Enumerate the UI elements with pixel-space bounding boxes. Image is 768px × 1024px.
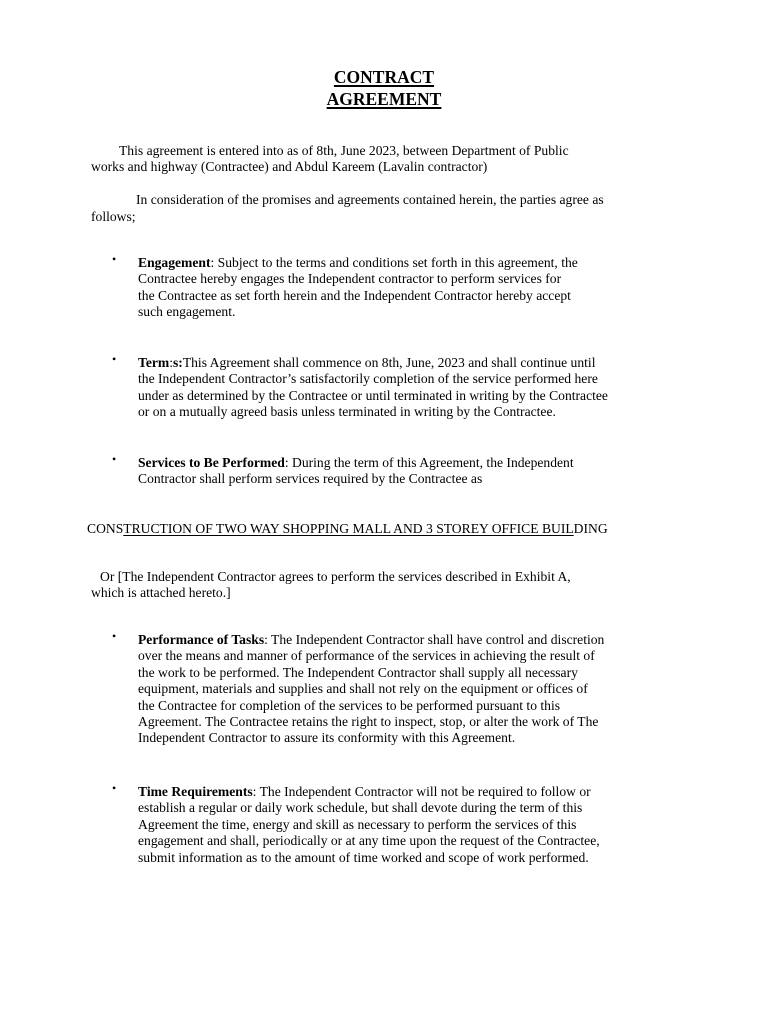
alternative-line-1: Or [The Independent Contractor agrees to perform the services described in Exhibit A, (100, 569, 571, 584)
clause-engagement (138, 255, 670, 321)
clause-text: Agreement the time, energy and skill as necessary to perform the services of this (138, 816, 577, 832)
clause-label: Services to Be Performed (138, 455, 285, 470)
clause-label: Term:s: (138, 355, 183, 370)
clause-text: : During the term of this Agreement, the Independent (284, 455, 574, 470)
clause-text: the Contractee as set forth herein and the Independent Contractor hereby accept (138, 287, 571, 303)
intro-line-1: This agreement is entered into as of 8th, June 2023, between Department of Public (119, 143, 569, 158)
clause-text: submit information as to the amount of time worked and scope of work performed. (138, 849, 589, 865)
clause-label: Engagement (138, 255, 211, 270)
clause-text: or on a mutually agreed basis unless terminated in writing by the Contractee. (138, 404, 556, 420)
bullet-icon: • (112, 781, 117, 795)
consideration-line-2: follows; (91, 209, 136, 224)
project-heading: CONSTRUCTION OF TWO WAY SHOPPING MALL AND 3 STOREY OFFICE BUILDING (87, 521, 608, 536)
clause-text: : Subject to the terms and conditions set forth in this agreement, the (210, 255, 578, 270)
alternative-line-2: which is attached hereto.] (91, 585, 231, 600)
clause-text: such engagement. (138, 304, 236, 320)
clause-text: : The Independent Contractor will not be required to follow or (252, 784, 591, 799)
clause-text: Contractor shall perform services required by the Contractee as (138, 471, 483, 487)
document-title-line-2: AGREEMENT (326, 89, 442, 109)
clause-text: over the means and manner of performance of the services in achieving the result of (138, 648, 595, 664)
clause-text: equipment, materials and supplies and shall not rely on the equipment or offices of (138, 681, 588, 697)
clause-text: : The Independent Contractor shall have control and discretion (264, 632, 605, 647)
clause-label: Performance of Tasks (138, 632, 265, 647)
clause-text: establish a regular or daily work schedule, but shall devote during the term of this (138, 800, 583, 816)
clause-term (138, 355, 670, 421)
clause-text: under as determined by the Contractee or until terminated in writing by the Contractee (138, 387, 608, 403)
clause-services (138, 455, 670, 488)
intro-line-2: works and highway (Contractee) and Abdul Kareem (Lavalin contractor) (91, 159, 488, 174)
clause-text: Contractee hereby engages the Independent contractor to perform services for (138, 271, 562, 287)
document-title-line-1: CONTRACT (333, 67, 435, 87)
bullet-icon: • (112, 452, 117, 466)
bullet-icon: • (112, 252, 117, 266)
bullet-icon: • (112, 629, 117, 643)
clause-performance (138, 632, 670, 747)
clause-time-requirements (138, 784, 670, 866)
clause-text: This Agreement shall commence on 8th, June, 2023 and shall continue until (182, 355, 596, 370)
consideration-line-1: In consideration of the promises and agreements contained herein, the parties agree as (136, 192, 604, 207)
clause-text: the Independent Contractor’s satisfactorily completion of the service performed here (138, 371, 598, 387)
clause-text: Independent Contractor to assure its conformity with this Agreement. (138, 730, 516, 746)
clause-text: engagement and shall, periodically or at any time upon the request of the Contractee, (138, 833, 600, 849)
clause-label: Time Requirements (138, 784, 253, 799)
bullet-icon: • (112, 352, 117, 366)
clause-text: the Contractee for completion of the services to be performed pursuant to this (138, 697, 561, 713)
clause-text: the work to be performed. The Independent Contractor shall supply all necessary (138, 664, 578, 680)
clause-text: Agreement. The Contractee retains the right to inspect, stop, or alter the work of The (138, 714, 599, 730)
